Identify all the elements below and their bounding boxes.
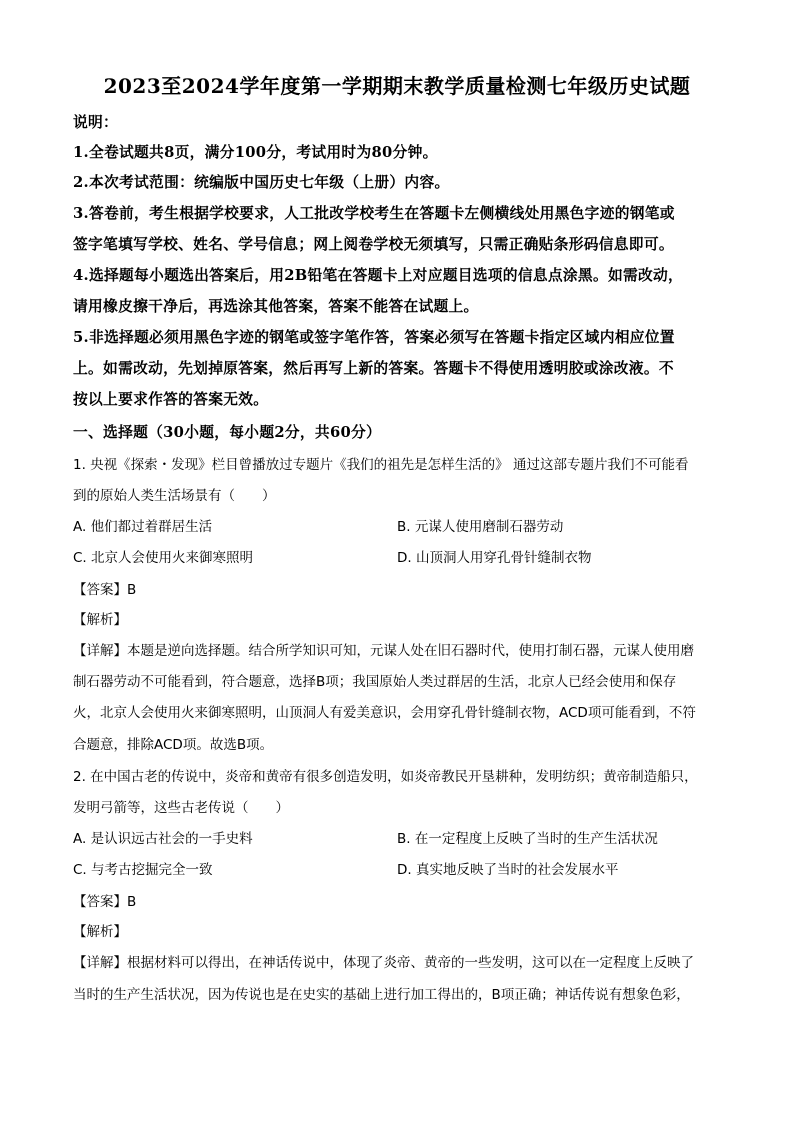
q2-analysis-label: 【解析】 xyxy=(73,924,127,940)
section-heading: 一、选择题（30小题，每小题2分，共60分） xyxy=(73,423,382,441)
instruction-line: 2.本次考试范围：统编版中国历史七年级（上册）内容。 xyxy=(73,173,450,191)
q2-option-a: A. 是认识远古社会的一手史料 xyxy=(73,831,253,847)
q1-detail: 制石器劳动不可能看到，符合题意，选择B项；我国原始人类过群居的生活，北京人已经会使用和保存 xyxy=(73,674,677,690)
q2-option-b: B. 在一定程度上反映了当时的生产生活状况 xyxy=(397,831,658,847)
instruction-line: 签字笔填写学校、姓名、学号信息；网上阅卷学校无须填写，只需正确贴条形码信息即可。 xyxy=(73,235,674,253)
instruction-line: 请用橡皮擦干净后，再选涂其他答案，答案不能答在试题上。 xyxy=(73,297,479,315)
q1-stem: 到的原始人类生活场景有（ ） xyxy=(73,488,276,504)
q2-option-d: D. 真实地反映了当时的社会发展水平 xyxy=(397,862,619,878)
q1-detail: 合题意，排除ACD项。故选B项。 xyxy=(73,737,274,753)
q2-option-c: C. 与考古挖掘完全一致 xyxy=(73,862,213,878)
q2-answer: 【答案】B xyxy=(73,894,137,910)
q2-detail: 当时的生产生活状况，因为传说也是在史实的基础上进行加工得出的，B项正确；神话传说有想象色彩， xyxy=(73,987,690,1003)
q1-detail: 【详解】本题是逆向选择题。结合所学知识可知，元谋人处在旧石器时代，使用打制石器，元谋人使用磨 xyxy=(73,643,694,659)
instruction-line: 上。如需改动，先划掉原答案，然后再写上新的答案。答题卡不得使用透明胶或涂改液。不 xyxy=(73,359,674,377)
q1-analysis-label: 【解析】 xyxy=(73,612,127,628)
q1-option-c: C. 北京人会使用火来御寒照明 xyxy=(73,550,254,566)
instruction-line: 1.全卷试题共8页，满分100分，考试用时为80分钟。 xyxy=(73,143,438,161)
instruction-line: 5.非选择题必须用黑色字迹的钢笔或签字笔作答，答案必须写在答题卡指定区域内相应位置 xyxy=(73,328,675,346)
instruction-line: 3.答卷前，考生根据学校要求，人工批改学校考生在答题卡左侧横线处用黑色字迹的钢笔或 xyxy=(73,204,675,222)
q1-option-a: A. 他们都过着群居生活 xyxy=(73,519,213,535)
instructions-heading: 说明： xyxy=(73,113,119,131)
q2-detail: 【详解】根据材料可以得出，在神话传说中，体现了炎帝、黄帝的一些发明，这可以在一定程度上反映了 xyxy=(73,955,694,971)
q1-option-b: B. 元谋人使用磨制石器劳动 xyxy=(397,519,564,535)
q1-answer: 【答案】B xyxy=(73,582,137,598)
q1-stem: 1. 央视《探索・发现》栏目曾播放过专题片《我们的祖先是怎样生活的》 通过这部专题片我们不可能看 xyxy=(73,457,689,473)
q1-option-d: D. 山顶洞人用穿孔骨针缝制衣物 xyxy=(397,550,592,566)
instruction-line: 按以上要求作答的答案无效。 xyxy=(73,390,269,408)
q2-stem: 2. 在中国古老的传说中，炎帝和黄帝有很多创造发明，如炎帝教民开垦耕种，发明纺织；黄帝制造船只， xyxy=(73,769,698,785)
q1-detail: 火，北京人会使用火来御寒照明，山顶洞人有爱美意识，会用穿孔骨针缝制衣物，ACD项可能看到，不符 xyxy=(73,705,696,721)
instruction-line: 4.选择题每小题选出答案后，用2B铅笔在答题卡上对应题目选项的信息点涂黑。如需改动， xyxy=(73,266,684,284)
exam-title: 2023至2024学年度第一学期期末教学质量检测七年级历史试题 xyxy=(103,74,691,98)
q2-stem: 发明弓箭等，这些古老传说（ ） xyxy=(73,800,289,816)
